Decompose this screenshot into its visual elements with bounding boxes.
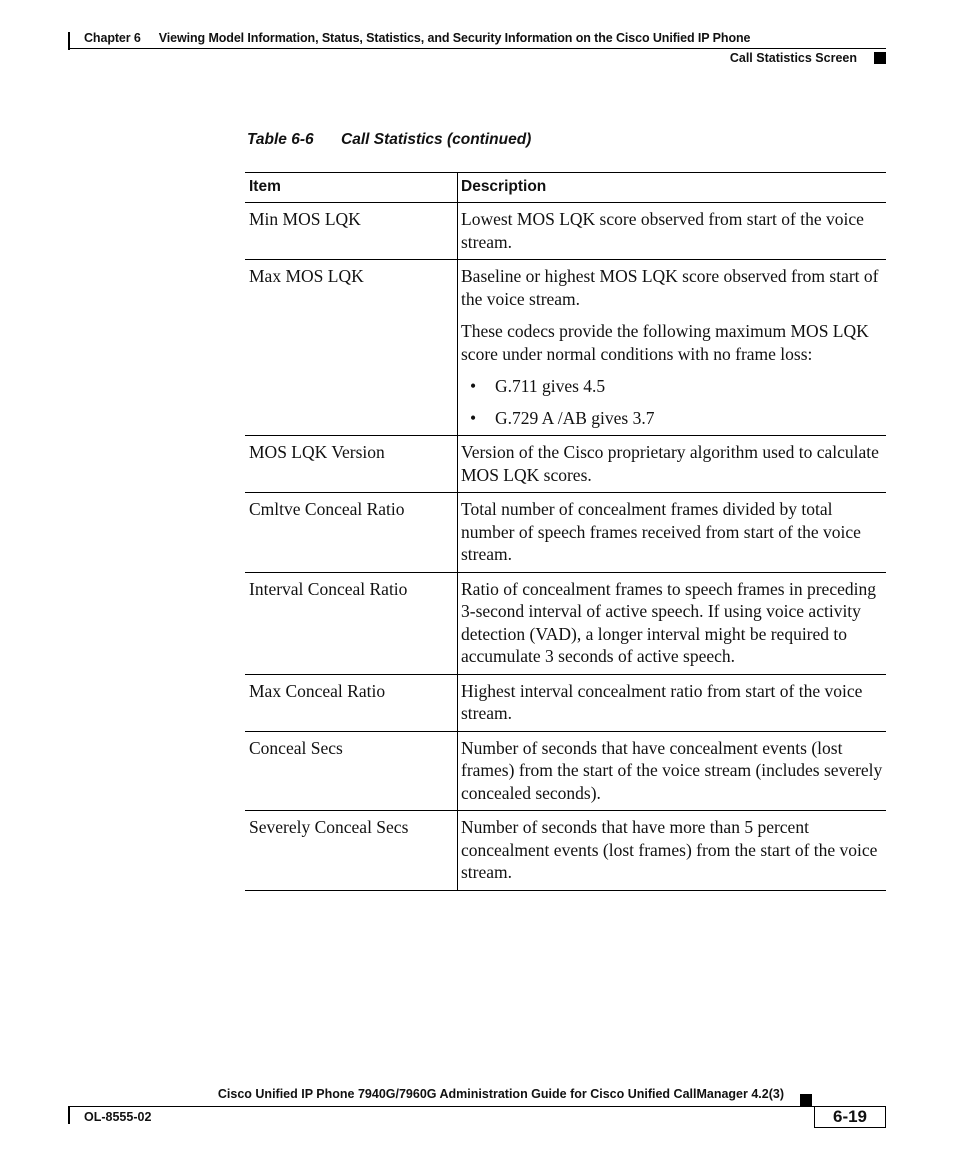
- description-paragraph: Total number of concealment frames divided by total number of speech frames received from start of the voice stream.: [461, 499, 861, 564]
- table-row: [245, 260, 886, 436]
- description-paragraph: Number of seconds that have more than 5 percent concealment events (lost frames) from the start of the voice stream.: [461, 817, 878, 882]
- running-header: [84, 31, 750, 45]
- table-row: [245, 436, 886, 493]
- table-row: [245, 493, 886, 573]
- document-number: OL-8555-02: [84, 1110, 152, 1124]
- footer-guide-title: Cisco Unified IP Phone 7940G/7960G Administration Guide for Cisco Unified CallManager 4.2(3): [217, 1087, 784, 1101]
- item-cell: Severely Conceal Secs: [245, 811, 458, 890]
- table-row: [245, 811, 886, 891]
- bullet-icon: •: [470, 407, 477, 428]
- description-cell: [458, 811, 886, 890]
- table-number: Table 6-6: [247, 131, 314, 148]
- header-rule: [70, 48, 886, 49]
- section-title: Call Statistics Screen: [729, 51, 857, 65]
- table-row: [245, 675, 886, 732]
- bullet-icon: •: [470, 376, 477, 396]
- list-item-text: G.729 A /AB gives 3.7: [495, 407, 655, 428]
- chapter-label: Chapter 6: [84, 31, 141, 45]
- item-cell: Max Conceal Ratio: [245, 675, 458, 731]
- description-paragraph: Ratio of concealment frames to speech frames in preceding 3-second interval of active speech. If using voice activity detection (VAD), a longer interval might be required to accumulate 3 seconds of active speech.: [461, 578, 876, 666]
- chapter-title: Viewing Model Information, Status, Statistics, and Security Information on the Cisco Unified IP Phone: [158, 31, 751, 45]
- description-paragraph: Version of the Cisco proprietary algorithm used to calculate MOS LQK scores.: [461, 442, 879, 485]
- header-marker: [874, 52, 886, 64]
- footer-rule: [70, 1106, 886, 1107]
- description-cell: [458, 675, 886, 731]
- list-item-text: G.711 gives 4.5: [495, 376, 606, 396]
- table-row: [245, 573, 886, 675]
- item-cell: MOS LQK Version: [245, 436, 458, 492]
- page-number: 6-19: [814, 1106, 886, 1128]
- item-cell: Min MOS LQK: [245, 203, 458, 259]
- description-cell: [458, 732, 886, 811]
- description-paragraph: Number of seconds that have concealment events (lost frames) from the start of the voice stream (includes severely concealed seconds).: [461, 737, 883, 803]
- item-cell: Max MOS LQK: [245, 260, 458, 435]
- item-cell: Conceal Secs: [245, 732, 458, 811]
- description-paragraph: Highest interval concealment ratio from start of the voice stream.: [461, 680, 863, 723]
- description-paragraph: These codecs provide the following maximum MOS LQK score under normal conditions with no frame loss:: [461, 321, 869, 364]
- table-row: [245, 732, 886, 812]
- column-header-item: Item: [245, 173, 458, 202]
- description-paragraph: Lowest MOS LQK score observed from start of the voice stream.: [461, 209, 864, 252]
- table-row: [245, 203, 886, 260]
- list-item: [461, 407, 884, 430]
- list-item: [461, 375, 884, 398]
- description-cell: [458, 573, 886, 674]
- description-cell: [458, 203, 886, 259]
- table-title: Call Statistics (continued): [341, 131, 532, 148]
- table-caption: [247, 131, 531, 149]
- item-cell: Cmltve Conceal Ratio: [245, 493, 458, 572]
- column-header-description: Description: [461, 178, 547, 195]
- call-statistics-table: [245, 172, 886, 891]
- description-cell: [458, 436, 886, 492]
- description-cell: [458, 260, 886, 435]
- table-header-row: [245, 173, 886, 203]
- description-cell: [458, 493, 886, 572]
- description-paragraph: Baseline or highest MOS LQK score observed from start of the voice stream.: [461, 266, 879, 309]
- item-cell: Interval Conceal Ratio: [245, 573, 458, 674]
- footer-left-rule: [68, 1106, 70, 1124]
- footer-marker: [800, 1094, 812, 1106]
- codec-list: [461, 375, 884, 429]
